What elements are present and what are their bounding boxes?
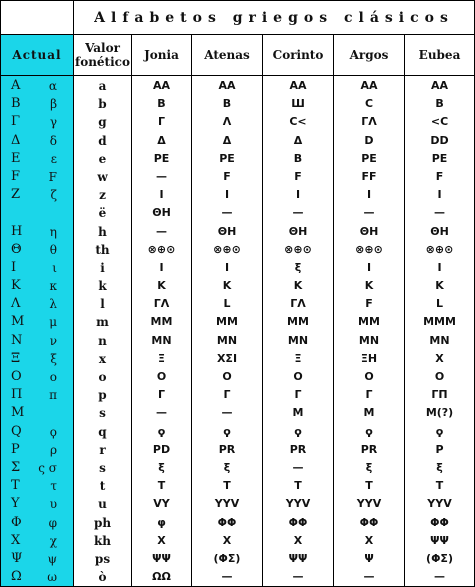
lowercase-letter: χ — [49, 533, 57, 548]
corinto-column — [263, 76, 334, 587]
atenas-cell: L — [223, 297, 231, 311]
lowercase-letter: ψ — [47, 551, 57, 566]
atenas-cell: — — [221, 406, 233, 420]
valor-cell: s — [99, 460, 106, 475]
argos-cell: I — [366, 188, 372, 202]
valor-cell: z — [99, 188, 106, 203]
table-title: Alfabetos griegos clásicos — [74, 1, 475, 35]
actual-letter-row — [1, 77, 73, 95]
actual-letter-row — [1, 368, 73, 386]
actual-letter-row — [1, 168, 73, 186]
argos-cell: — — [363, 206, 375, 220]
jonia-cell: PD — [152, 442, 171, 456]
argos-cell: X — [364, 533, 374, 547]
eubea-cell: ΓΠ — [431, 388, 448, 402]
lowercase-letter: F — [48, 169, 57, 184]
actual-letter-row — [1, 259, 73, 277]
jonia-cell: — — [156, 169, 167, 183]
lowercase-letter: φ — [48, 515, 57, 530]
corinto-cell: Ξ — [294, 351, 302, 365]
actual-letter-row — [1, 514, 73, 532]
uppercase-letter: Α — [11, 78, 21, 93]
argos-cell: K — [364, 279, 374, 293]
argos-cell: D — [364, 133, 374, 147]
uppercase-letter: Ρ — [11, 441, 20, 457]
argos-column — [334, 76, 405, 587]
atenas-cell: Λ — [222, 115, 232, 129]
header-valor-line2: fonético — [75, 55, 130, 69]
argos-cell: I — [366, 260, 372, 274]
actual-letter-row — [1, 423, 73, 441]
argos-cell: F — [365, 297, 373, 311]
atenas-cell: Γ — [223, 388, 231, 402]
actual-letter-row — [1, 459, 73, 477]
atenas-cell: K — [222, 279, 232, 293]
jonia-cell: B — [157, 97, 166, 111]
atenas-cell: AA — [218, 79, 236, 92]
corinto-cell: ⊗⊕⊙ — [284, 242, 312, 256]
actual-letter-row — [1, 113, 73, 131]
argos-cell: AA — [360, 79, 378, 92]
lowercase-letter: τ — [50, 479, 57, 494]
argos-cell: ⊗⊕⊙ — [355, 242, 383, 256]
eubea-cell: ξ — [436, 460, 443, 474]
actual-letter-row — [1, 186, 73, 204]
actual-letter-row — [1, 477, 73, 495]
actual-letter-row — [1, 350, 73, 368]
eubea-cell: MMM — [423, 315, 456, 329]
jonia-cell: φ — [157, 515, 166, 529]
jonia-cell: I — [159, 260, 164, 274]
corinto-cell: ΓΛ — [290, 297, 306, 311]
eubea-cell: P — [435, 442, 444, 456]
valor-cell: th — [95, 242, 110, 257]
actual-letter-row — [1, 386, 73, 404]
valor-cell: kh — [93, 533, 112, 548]
eubea-cell: — — [434, 206, 445, 220]
eubea-cell: B — [435, 97, 444, 111]
atenas-cell: I — [224, 260, 230, 274]
actual-letter-row — [1, 204, 73, 222]
corinto-cell: X — [293, 533, 303, 547]
jonia-cell: Γ — [157, 115, 165, 129]
header-corinto: Corinto — [263, 35, 334, 76]
eubea-cell: ΘH — [430, 224, 449, 238]
lowercase-letter: π — [49, 388, 57, 403]
uppercase-letter: Β — [11, 96, 21, 112]
jonia-cell: MN — [151, 333, 172, 347]
corinto-cell: B — [293, 151, 303, 165]
valor-cell: ò — [98, 570, 107, 585]
atenas-cell: F — [223, 169, 231, 183]
corinto-cell: Γ — [294, 388, 302, 402]
valor-cell: b — [98, 97, 107, 112]
argos-cell: ΞH — [360, 351, 378, 365]
valor-cell: e — [98, 151, 107, 166]
jonia-cell: K — [157, 279, 166, 293]
jonia-cell: Γ — [157, 388, 165, 402]
corinto-cell: ΨΨ — [288, 551, 308, 565]
valor-cell: w — [97, 169, 108, 184]
uppercase-letter: F — [11, 168, 21, 184]
uppercase-letter: Φ — [11, 514, 22, 530]
argos-cell: — — [363, 570, 375, 584]
corinto-cell: — — [292, 460, 304, 474]
argos-cell: T — [365, 479, 373, 493]
atenas-cell: YYV — [214, 497, 240, 511]
uppercase-letter: Ζ — [11, 187, 21, 203]
argos-cell: ΦΦ — [359, 515, 379, 529]
actual-letter-row — [1, 441, 73, 459]
corinto-cell: M — [292, 406, 304, 420]
jonia-cell: ξ — [158, 460, 165, 474]
valor-cell: h — [98, 224, 107, 239]
corinto-cell: — — [292, 570, 304, 584]
argos-cell: ΡΕ — [361, 151, 377, 165]
valor-cell: m — [96, 315, 109, 330]
atenas-cell: O — [222, 370, 232, 383]
uppercase-letter: Ξ — [11, 350, 21, 366]
eubea-cell: T — [435, 479, 444, 493]
valor-cell: u — [98, 497, 107, 512]
corinto-cell: O — [293, 370, 303, 383]
jonia-cell: ΘH — [152, 206, 171, 220]
atenas-cell: (ΦΣ) — [213, 551, 241, 565]
actual-letter-row — [1, 332, 73, 350]
corinto-cell: ΘH — [288, 224, 308, 238]
uppercase-letter: Ο — [11, 369, 22, 384]
valor-cell: g — [98, 115, 107, 130]
eubea-column — [405, 76, 475, 587]
uppercase-letter: Μ — [11, 314, 25, 330]
eubea-cell: X — [435, 351, 444, 365]
jonia-cell: O — [156, 370, 167, 383]
valor-cell: o — [98, 370, 107, 384]
lowercase-letter: ι — [52, 260, 57, 275]
uppercase-letter: Ω — [11, 569, 22, 585]
corinto-cell: MM — [287, 315, 309, 329]
eubea-cell: I — [437, 188, 442, 202]
lowercase-letter: α — [48, 79, 57, 93]
uppercase-letter: Ψ — [11, 550, 23, 566]
lowercase-letter: υ — [49, 497, 57, 512]
corinto-cell: MN — [287, 333, 309, 347]
eubea-cell: DD — [430, 133, 449, 147]
corinto-cell: K — [293, 279, 303, 293]
lowercase-letter: ω — [47, 570, 57, 585]
eubea-cell: M(?) — [425, 406, 454, 420]
uppercase-letter: Ν — [11, 332, 23, 348]
title-row — [1, 1, 475, 35]
valor-column — [74, 76, 132, 587]
lowercase-letter: δ — [49, 133, 57, 148]
argos-cell: PR — [360, 442, 378, 456]
atenas-cell: — — [221, 206, 233, 220]
atenas-cell: X — [222, 533, 232, 547]
corinto-cell: Δ — [293, 133, 303, 147]
eubea-cell: MN — [429, 333, 450, 347]
actual-letter-row — [1, 277, 73, 295]
jonia-cell: I — [159, 188, 164, 202]
actual-letter-row — [1, 295, 73, 313]
uppercase-letter: Τ — [11, 478, 20, 494]
valor-cell: s — [99, 406, 106, 421]
atenas-cell: MN — [216, 333, 238, 347]
valor-cell: i — [100, 260, 105, 275]
lowercase-letter: ξ — [50, 351, 57, 366]
actual-letter-row — [1, 223, 73, 241]
eubea-cell: ΨΨ — [430, 533, 449, 547]
argos-cell: ΓΛ — [361, 115, 377, 129]
jonia-cell: — — [156, 406, 167, 420]
corinto-cell: PR — [289, 442, 307, 456]
uppercase-letter: Π — [11, 387, 23, 403]
corinto-cell: YYV — [285, 497, 311, 511]
valor-cell: r — [99, 442, 106, 457]
eubea-cell: ⊗⊕⊙ — [425, 242, 454, 256]
eubea-cell: L — [436, 297, 444, 311]
jonia-cell: — — [156, 224, 167, 238]
jonia-cell: ⊗⊕⊙ — [147, 242, 176, 256]
jonia-cell: AA — [152, 79, 171, 92]
uppercase-letter: Λ — [11, 296, 21, 312]
atenas-column — [192, 76, 263, 587]
header-atenas: Atenas — [192, 35, 263, 76]
actual-letter-row — [1, 495, 73, 513]
eubea-cell: — — [434, 570, 445, 584]
eubea-cell: ΦΦ — [430, 515, 449, 529]
corinto-cell: ξ — [294, 260, 302, 274]
header-row — [1, 35, 475, 76]
jonia-cell: X — [157, 533, 166, 547]
lowercase-letter: γ — [49, 115, 57, 130]
argos-cell: ξ — [365, 460, 373, 474]
valor-cell: ps — [94, 551, 111, 566]
actual-letter-row — [1, 550, 73, 568]
uppercase-letter: Ε — [11, 150, 21, 166]
lowercase-letter: λ — [49, 297, 57, 312]
valor-cell: q — [98, 424, 107, 439]
header-valor — [74, 35, 132, 76]
atenas-cell: I — [224, 188, 230, 202]
lowercase-letter: ϙ — [49, 424, 57, 439]
uppercase-letter: Ι — [11, 259, 17, 275]
uppercase-letter: Δ — [11, 132, 21, 148]
atenas-cell: PR — [218, 442, 236, 456]
actual-letter-row — [1, 532, 73, 550]
uppercase-letter: Θ — [11, 241, 22, 257]
lowercase-letter: θ — [49, 242, 57, 257]
header-valor-line1: Valor — [85, 41, 120, 55]
corner-cell — [1, 1, 74, 35]
jonia-cell: ϙ — [157, 424, 166, 438]
eubea-cell: <C — [430, 115, 449, 129]
valor-cell: l — [100, 297, 105, 312]
lowercase-letter: μ — [49, 315, 57, 330]
atenas-cell: XΣI — [216, 351, 238, 365]
atenas-cell: ⊗⊕⊙ — [213, 242, 241, 256]
jonia-cell: T — [157, 479, 166, 493]
uppercase-letter: Q — [11, 423, 22, 439]
corinto-cell: ϙ — [294, 424, 302, 438]
jonia-cell: ΨΨ — [152, 551, 171, 565]
jonia-cell: MM — [150, 315, 173, 329]
atenas-cell: — — [221, 570, 233, 584]
corinto-cell: — — [292, 206, 304, 220]
eubea-cell: O — [434, 370, 445, 383]
atenas-cell: B — [222, 97, 232, 111]
argos-cell: FF — [361, 169, 377, 183]
atenas-cell: ξ — [223, 460, 231, 474]
actual-letter-row — [1, 241, 73, 259]
actual-letter-row — [1, 313, 73, 331]
eubea-cell: ϙ — [435, 424, 444, 438]
atenas-cell: ΡΕ — [219, 151, 235, 165]
argos-cell: Ψ — [364, 551, 374, 565]
header-jonia: Jonia — [132, 35, 192, 76]
argos-cell: ϙ — [365, 424, 373, 438]
valor-cell: x — [98, 351, 107, 366]
atenas-cell: Δ — [222, 133, 232, 147]
valor-cell: a — [98, 79, 107, 93]
jonia-cell: ΡΕ — [153, 151, 170, 165]
eubea-cell: (ΦΣ) — [426, 551, 453, 565]
argos-cell: Γ — [365, 388, 373, 402]
argos-cell: YYV — [356, 497, 382, 511]
argos-cell: MM — [358, 315, 380, 329]
lowercase-letter: η — [49, 224, 57, 239]
uppercase-letter: Χ — [11, 532, 21, 548]
jonia-cell: ΩΩ — [152, 570, 171, 584]
corinto-cell: AA — [289, 79, 307, 92]
valor-cell: ë — [98, 206, 107, 221]
atenas-cell: MM — [216, 315, 238, 329]
valor-cell: t — [99, 479, 106, 494]
argos-cell: M — [363, 406, 375, 420]
body-row — [1, 76, 475, 587]
corinto-cell: ΦΦ — [288, 515, 308, 529]
actual-letter-row — [1, 95, 73, 113]
valor-cell: d — [98, 133, 107, 148]
valor-cell: p — [98, 388, 107, 403]
jonia-column — [132, 76, 192, 587]
lowercase-letter: ζ — [50, 188, 57, 203]
corinto-cell: T — [294, 479, 302, 493]
jonia-cell: ΓΛ — [153, 297, 170, 311]
valor-cell: ph — [93, 515, 112, 530]
eubea-cell: ΡΕ — [431, 151, 448, 165]
eubea-cell: F — [435, 169, 444, 183]
argos-cell: MN — [358, 333, 380, 347]
lowercase-letter: κ — [49, 279, 57, 294]
jonia-cell: VY — [153, 497, 170, 511]
lowercase-letter: ν — [49, 333, 57, 348]
corinto-cell: F — [294, 169, 302, 183]
atenas-cell: ϙ — [223, 424, 231, 438]
actual-letter-row — [1, 404, 73, 422]
atenas-cell: ΘH — [217, 224, 237, 238]
uppercase-letter: Σ — [11, 459, 21, 475]
header-argos: Argos — [334, 35, 405, 76]
corinto-cell: C< — [289, 115, 307, 129]
lowercase-letter: ς σ — [38, 460, 57, 475]
corinto-cell: Ш — [291, 97, 305, 111]
lowercase-letter: ρ — [49, 442, 57, 457]
eubea-cell: K — [435, 279, 444, 293]
uppercase-letter: Γ — [11, 114, 21, 130]
eubea-cell: YYV — [427, 497, 452, 511]
argos-cell: O — [364, 370, 374, 383]
argos-cell: C — [364, 97, 374, 111]
jonia-cell: Δ — [157, 133, 166, 147]
lowercase-letter: β — [50, 97, 57, 112]
eubea-cell: AA — [430, 79, 449, 92]
atenas-cell: ΦΦ — [217, 515, 237, 529]
valor-cell: k — [98, 279, 107, 294]
uppercase-letter: Κ — [11, 278, 21, 294]
lowercase-letter: ο — [49, 370, 57, 384]
jonia-cell: Ξ — [158, 351, 165, 365]
corinto-cell: I — [295, 188, 301, 202]
actual-letter-row — [1, 132, 73, 150]
eubea-cell: I — [437, 260, 442, 274]
argos-cell: ΘH — [359, 224, 379, 238]
uppercase-letter: Υ — [11, 496, 20, 512]
actual-letter-row — [1, 150, 73, 168]
valor-cell: n — [98, 333, 107, 348]
header-eubea: Eubea — [405, 35, 475, 76]
uppercase-letter: Μ — [11, 405, 25, 421]
header-actual: Actual — [1, 35, 74, 76]
actual-column — [1, 76, 74, 587]
atenas-cell: T — [223, 479, 231, 493]
lowercase-letter: ε — [50, 151, 57, 166]
uppercase-letter: Η — [11, 223, 23, 239]
